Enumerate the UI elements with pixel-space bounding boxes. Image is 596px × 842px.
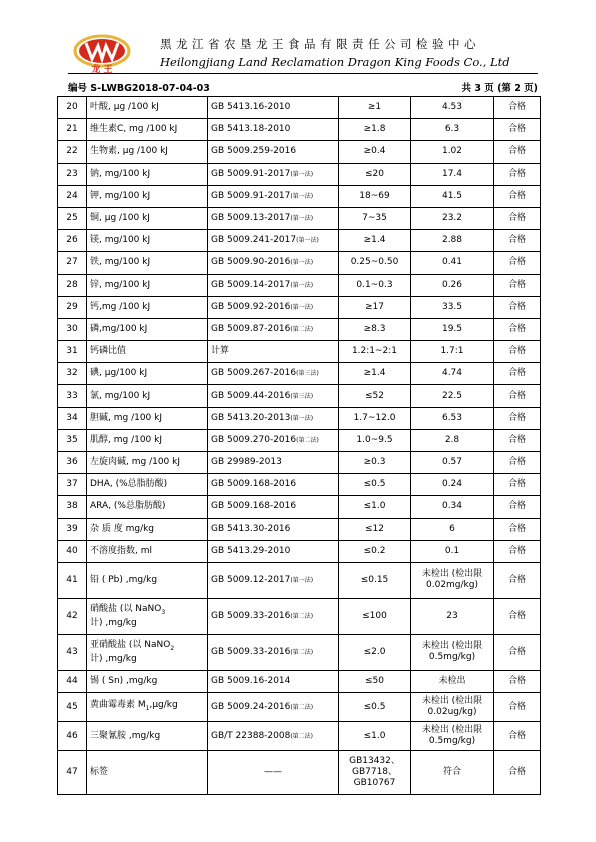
test-item: 钙,mg /100 kJ <box>87 296 208 318</box>
judgement: 合格 <box>494 318 541 340</box>
page-indicator: 共 3 页 (第 2 页) <box>461 83 538 94</box>
requirement: ≤0.2 <box>339 540 411 562</box>
row-number: 44 <box>58 670 87 692</box>
report-header <box>68 28 538 78</box>
result-value: 0.57 <box>411 452 494 474</box>
table-row <box>58 185 541 207</box>
judgement: 合格 <box>494 407 541 429</box>
row-number: 35 <box>58 429 87 451</box>
test-item: 磷,mg/100 kJ <box>87 318 208 340</box>
judgement: 合格 <box>494 540 541 562</box>
test-item: 钠, mg/100 kJ <box>87 163 208 185</box>
row-number: 25 <box>58 207 87 229</box>
result-value: 未检出 (检出限0.5mg/kg) <box>411 634 494 670</box>
table-row <box>58 634 541 670</box>
requirement: ≤12 <box>339 518 411 540</box>
row-number: 39 <box>58 518 87 540</box>
requirement: ≥1 <box>339 97 411 119</box>
row-number: 38 <box>58 496 87 518</box>
requirement: ≤0.5 <box>339 693 411 722</box>
table-row <box>58 722 541 751</box>
table-row <box>58 274 541 296</box>
test-method: GB 5009.12-2017(第一法) <box>208 562 339 598</box>
judgement: 合格 <box>494 207 541 229</box>
table-row <box>58 341 541 363</box>
table-row <box>58 474 541 496</box>
row-number: 26 <box>58 230 87 252</box>
judgement: 合格 <box>494 598 541 634</box>
test-item: 三聚氰胺 ,mg/kg <box>87 722 208 751</box>
test-method: GB 5009.90-2016(第一法) <box>208 252 339 274</box>
result-value: 0.41 <box>411 252 494 274</box>
test-method: GB 5009.168-2016 <box>208 474 339 496</box>
result-value: 41.5 <box>411 185 494 207</box>
org-name-cn: 黑龙江省农垦龙王食品有限责任公司检验中心 <box>160 37 480 51</box>
row-number: 45 <box>58 693 87 722</box>
table-row <box>58 252 541 274</box>
row-number: 30 <box>58 318 87 340</box>
requirement: ≤0.15 <box>339 562 411 598</box>
test-item: DHA, (%总脂肪酸) <box>87 474 208 496</box>
requirement: ≤1.0 <box>339 722 411 751</box>
row-number: 40 <box>58 540 87 562</box>
judgement: 合格 <box>494 693 541 722</box>
row-number: 28 <box>58 274 87 296</box>
test-method: GB 5009.92-2016(第一法) <box>208 296 339 318</box>
judgement: 合格 <box>494 252 541 274</box>
row-number: 27 <box>58 252 87 274</box>
test-item: 锌, mg/100 kJ <box>87 274 208 296</box>
judgement: 合格 <box>494 751 541 795</box>
judgement: 合格 <box>494 429 541 451</box>
table-row <box>58 540 541 562</box>
test-item: 叶酸, μg /100 kJ <box>87 97 208 119</box>
requirement: 1.0~9.5 <box>339 429 411 451</box>
test-item: 胆碱, mg /100 kJ <box>87 407 208 429</box>
row-number: 24 <box>58 185 87 207</box>
test-method: GB 5413.30-2016 <box>208 518 339 540</box>
requirement: ≤20 <box>339 163 411 185</box>
test-method: GB 5009.91-2017(第一法) <box>208 163 339 185</box>
requirement: ≤0.5 <box>339 474 411 496</box>
test-method: GB 5009.14-2017(第一法) <box>208 274 339 296</box>
requirement: 1.7~12.0 <box>339 407 411 429</box>
requirement: ≤52 <box>339 385 411 407</box>
judgement: 合格 <box>494 670 541 692</box>
judgement: 合格 <box>494 341 541 363</box>
judgement: 合格 <box>494 518 541 540</box>
test-method: GB 5009.16-2014 <box>208 670 339 692</box>
table-row <box>58 163 541 185</box>
table-row <box>58 318 541 340</box>
test-item: 碘, μg/100 kJ <box>87 363 208 385</box>
requirement: ≥1.4 <box>339 230 411 252</box>
test-item: 锡 ( Sn) ,mg/kg <box>87 670 208 692</box>
logo-text: 龙 王 <box>91 65 113 74</box>
result-value: 33.5 <box>411 296 494 318</box>
test-method: GB 5413.16-2010 <box>208 97 339 119</box>
test-method: GB 5009.44-2016(第三法) <box>208 385 339 407</box>
requirement: ≤50 <box>339 670 411 692</box>
row-number: 42 <box>58 598 87 634</box>
row-number: 33 <box>58 385 87 407</box>
requirement: ≥0.3 <box>339 452 411 474</box>
test-item: 亚硝酸盐 (以 NaNO$_2$ 计) ,mg/kg <box>87 634 208 670</box>
test-item: 硝酸盐 (以 NaNO$_3$ 计) ,mg/kg <box>87 598 208 634</box>
table-row <box>58 119 541 141</box>
test-method: GB 5009.13-2017(第一法) <box>208 207 339 229</box>
result-value: 未检出 <box>411 670 494 692</box>
requirement: ≤100 <box>339 598 411 634</box>
judgement: 合格 <box>494 230 541 252</box>
result-value: 6.53 <box>411 407 494 429</box>
test-item: 维生素C, mg /100 kJ <box>87 119 208 141</box>
test-method: 计算 <box>208 341 339 363</box>
requirement: ≤2.0 <box>339 634 411 670</box>
test-method: GB 5009.91-2017(第一法) <box>208 185 339 207</box>
result-value: 未检出 (检出限0.5mg/kg) <box>411 722 494 751</box>
table-row <box>58 518 541 540</box>
requirement: ≥8.3 <box>339 318 411 340</box>
judgement: 合格 <box>494 385 541 407</box>
row-number: 46 <box>58 722 87 751</box>
table-row <box>58 751 541 795</box>
row-number: 32 <box>58 363 87 385</box>
judgement: 合格 <box>494 562 541 598</box>
result-value: 23 <box>411 598 494 634</box>
header-divider <box>68 73 538 74</box>
test-item: 左旋肉碱, mg /100 kJ <box>87 452 208 474</box>
judgement: 合格 <box>494 452 541 474</box>
judgement: 合格 <box>494 496 541 518</box>
row-number: 31 <box>58 341 87 363</box>
requirement: ≥0.4 <box>339 141 411 163</box>
table-row <box>58 97 541 119</box>
test-method: GB 5009.33-2016(第二法) <box>208 634 339 670</box>
result-value: 4.74 <box>411 363 494 385</box>
table-row <box>58 363 541 385</box>
test-method: GB 5009.24-2016(第二法) <box>208 693 339 722</box>
test-item: 黄曲霉毒素 $M_1,\mu g/kg$ <box>87 693 208 722</box>
test-method: GB 5009.168-2016 <box>208 496 339 518</box>
result-value: 4.53 <box>411 97 494 119</box>
table-row <box>58 598 541 634</box>
test-method: GB 5009.33-2016(第二法) <box>208 598 339 634</box>
test-method: GB 5413.18-2010 <box>208 119 339 141</box>
requirement: 1.2:1~2:1 <box>339 341 411 363</box>
test-item: 不溶度指数, ml <box>87 540 208 562</box>
row-number: 21 <box>58 119 87 141</box>
judgement: 合格 <box>494 163 541 185</box>
result-value: 0.24 <box>411 474 494 496</box>
judgement: 合格 <box>494 296 541 318</box>
test-method: GB 5009.241-2017(第一法) <box>208 230 339 252</box>
result-value: 19.5 <box>411 318 494 340</box>
table-row <box>58 693 541 722</box>
test-method: GB 5413.29-2010 <box>208 540 339 562</box>
result-value: 17.4 <box>411 163 494 185</box>
result-value: 0.34 <box>411 496 494 518</box>
test-item: 钙磷比值 <box>87 341 208 363</box>
result-value: 未检出 (检出限0.02mg/kg) <box>411 562 494 598</box>
judgement: 合格 <box>494 634 541 670</box>
row-number: 43 <box>58 634 87 670</box>
row-number: 29 <box>58 296 87 318</box>
row-number: 22 <box>58 141 87 163</box>
requirement: ≥17 <box>339 296 411 318</box>
test-item: ARA, (%总脂肪酸) <box>87 496 208 518</box>
result-value: 0.26 <box>411 274 494 296</box>
table-row <box>58 670 541 692</box>
test-method: —— <box>208 751 339 795</box>
requirement: 0.1~0.3 <box>339 274 411 296</box>
test-method: GB 29989-2013 <box>208 452 339 474</box>
judgement: 合格 <box>494 119 541 141</box>
judgement: 合格 <box>494 141 541 163</box>
dragon-king-logo-icon <box>72 34 132 74</box>
test-method: GB 5009.87-2016(第二法) <box>208 318 339 340</box>
test-method: GB 5413.20-2013(第一法) <box>208 407 339 429</box>
judgement: 合格 <box>494 474 541 496</box>
result-value: 22.5 <box>411 385 494 407</box>
result-value: 1.7:1 <box>411 341 494 363</box>
result-value: 未检出 (检出限0.02ug/kg) <box>411 693 494 722</box>
org-name-en: Heilongjiang Land Reclamation Dragon King Foods Co., Ltd <box>160 55 510 69</box>
test-item: 肌醇, mg /100 kJ <box>87 429 208 451</box>
requirement: 7~35 <box>339 207 411 229</box>
result-value: 6 <box>411 518 494 540</box>
test-item: 生物素, μg /100 kJ <box>87 141 208 163</box>
result-value: 6.3 <box>411 119 494 141</box>
table-row <box>58 407 541 429</box>
test-item: 铅 ( Pb) ,mg/kg <box>87 562 208 598</box>
row-number: 23 <box>58 163 87 185</box>
test-item: 铜, μg /100 kJ <box>87 207 208 229</box>
table-row <box>58 452 541 474</box>
requirement: ≥1.8 <box>339 119 411 141</box>
row-number: 47 <box>58 751 87 795</box>
test-item: 铁, mg/100 kJ <box>87 252 208 274</box>
requirement: ≥1.4 <box>339 363 411 385</box>
row-number: 34 <box>58 407 87 429</box>
judgement: 合格 <box>494 97 541 119</box>
result-value: 1.02 <box>411 141 494 163</box>
table-row <box>58 429 541 451</box>
result-value: 23.2 <box>411 207 494 229</box>
row-number: 20 <box>58 97 87 119</box>
requirement: 0.25~0.50 <box>339 252 411 274</box>
requirement: GB13432、GB7718、GB10767 <box>339 751 411 795</box>
table-row <box>58 230 541 252</box>
table-row <box>58 207 541 229</box>
test-method: GB 5009.259-2016 <box>208 141 339 163</box>
judgement: 合格 <box>494 722 541 751</box>
test-item: 杂 质 度 mg/kg <box>87 518 208 540</box>
test-item: 氯, mg/100 kJ <box>87 385 208 407</box>
requirement: 18~69 <box>339 185 411 207</box>
row-number: 37 <box>58 474 87 496</box>
table-row <box>58 496 541 518</box>
result-value: 0.1 <box>411 540 494 562</box>
requirement: ≤1.0 <box>339 496 411 518</box>
test-item: 镁, mg/100 kJ <box>87 230 208 252</box>
table-row <box>58 296 541 318</box>
test-item: 钾, mg/100 kJ <box>87 185 208 207</box>
test-method: GB 5009.267-2016(第三法) <box>208 363 339 385</box>
report-number: 编号 S-LWBG2018-07-04-03 <box>68 83 210 94</box>
judgement: 合格 <box>494 363 541 385</box>
test-item: 标签 <box>87 751 208 795</box>
judgement: 合格 <box>494 274 541 296</box>
row-number: 36 <box>58 452 87 474</box>
table-row <box>58 141 541 163</box>
test-method: GB/T 22388-2008(第二法) <box>208 722 339 751</box>
result-value: 符合 <box>411 751 494 795</box>
result-value: 2.8 <box>411 429 494 451</box>
row-number: 41 <box>58 562 87 598</box>
judgement: 合格 <box>494 185 541 207</box>
table-row <box>58 562 541 598</box>
test-method: GB 5009.270-2016(第二法) <box>208 429 339 451</box>
results-table <box>57 96 541 795</box>
table-row <box>58 385 541 407</box>
result-value: 2.88 <box>411 230 494 252</box>
